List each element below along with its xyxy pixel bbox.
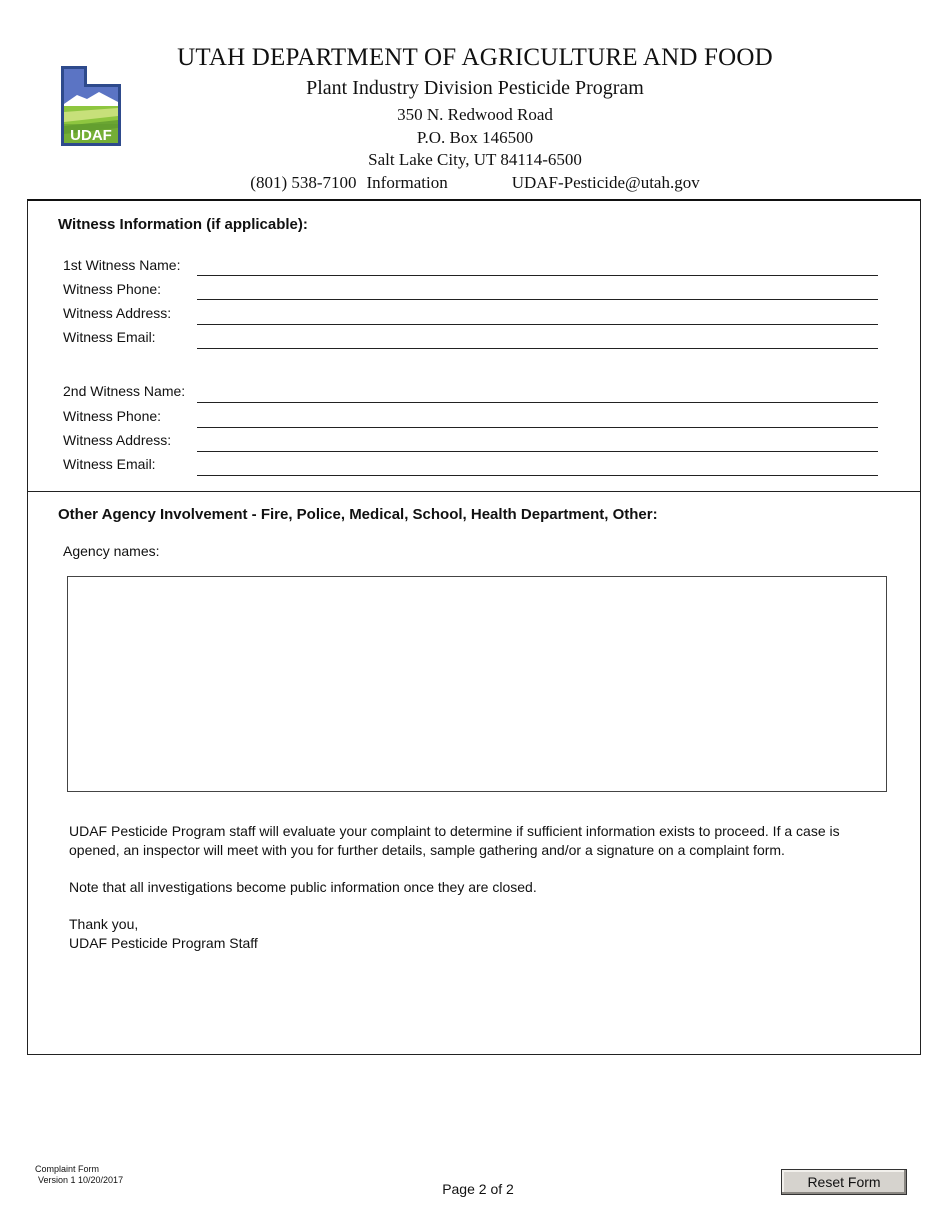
witness-section-title: Witness Information (if applicable): xyxy=(58,216,308,233)
phone-number: (801) 538-7100 xyxy=(250,173,357,192)
contact-email[interactable]: UDAF-Pesticide@utah.gov xyxy=(511,173,700,192)
second-witness-name-label: 2nd Witness Name: xyxy=(63,383,186,399)
reset-form-button[interactable]: Reset Form xyxy=(781,1169,907,1195)
address-line-3: Salt Lake City, UT 84114-6500 xyxy=(368,150,582,169)
phone-label: Information xyxy=(366,173,448,192)
agency-names-textarea[interactable] xyxy=(67,576,887,792)
first-witness-address-label: Witness Address: xyxy=(63,305,172,321)
second-witness-address-field[interactable] xyxy=(197,451,878,452)
second-witness-phone-field[interactable] xyxy=(197,427,878,428)
public-info-note: Note that all investigations become public information once they are closed. xyxy=(69,879,537,895)
first-witness-name-field[interactable] xyxy=(197,275,878,276)
agency-section-title: Other Agency Involvement - Fire, Police, Medical, School, Health Department, Other: xyxy=(58,506,658,523)
first-witness-phone-field[interactable] xyxy=(197,299,878,300)
contact-line xyxy=(0,173,950,193)
division-name: Plant Industry Division Pesticide Program xyxy=(306,77,644,99)
evaluation-paragraph: UDAF Pesticide Program staff will evaluate your complaint to determine if sufficient information exists to proceed. If a case is opened, an inspector will meet with you for further details, sample gathering and/or a signature on a complaint form. xyxy=(69,823,840,858)
second-witness-phone-label: Witness Phone: xyxy=(63,408,162,424)
agency-names-label: Agency names: xyxy=(63,543,160,559)
thank-you-text: Thank you, xyxy=(69,916,139,932)
second-witness-address-label: Witness Address: xyxy=(63,432,172,448)
first-witness-name-label: 1st Witness Name: xyxy=(63,257,181,273)
second-witness-name-field[interactable] xyxy=(197,402,878,403)
address-line-2: P.O. Box 146500 xyxy=(416,128,534,147)
second-witness-email-label: Witness Email: xyxy=(63,456,156,472)
form-version: Version 1 10/20/2017 xyxy=(38,1175,124,1185)
logo-text: UDAF xyxy=(70,127,112,144)
second-witness-email-field[interactable] xyxy=(197,475,878,476)
first-witness-address-field[interactable] xyxy=(197,324,878,325)
org-title: UTAH DEPARTMENT OF AGRICULTURE AND FOOD xyxy=(177,44,773,71)
page-number: Page 2 of 2 xyxy=(442,1181,514,1197)
first-witness-email-label: Witness Email: xyxy=(63,329,156,345)
address-line-1: 350 N. Redwood Road xyxy=(397,105,553,124)
signoff-text: UDAF Pesticide Program Staff xyxy=(69,935,258,951)
witness-section xyxy=(27,199,921,492)
form-name: Complaint Form xyxy=(35,1164,100,1174)
first-witness-phone-label: Witness Phone: xyxy=(63,281,162,297)
first-witness-email-field[interactable] xyxy=(197,348,878,349)
